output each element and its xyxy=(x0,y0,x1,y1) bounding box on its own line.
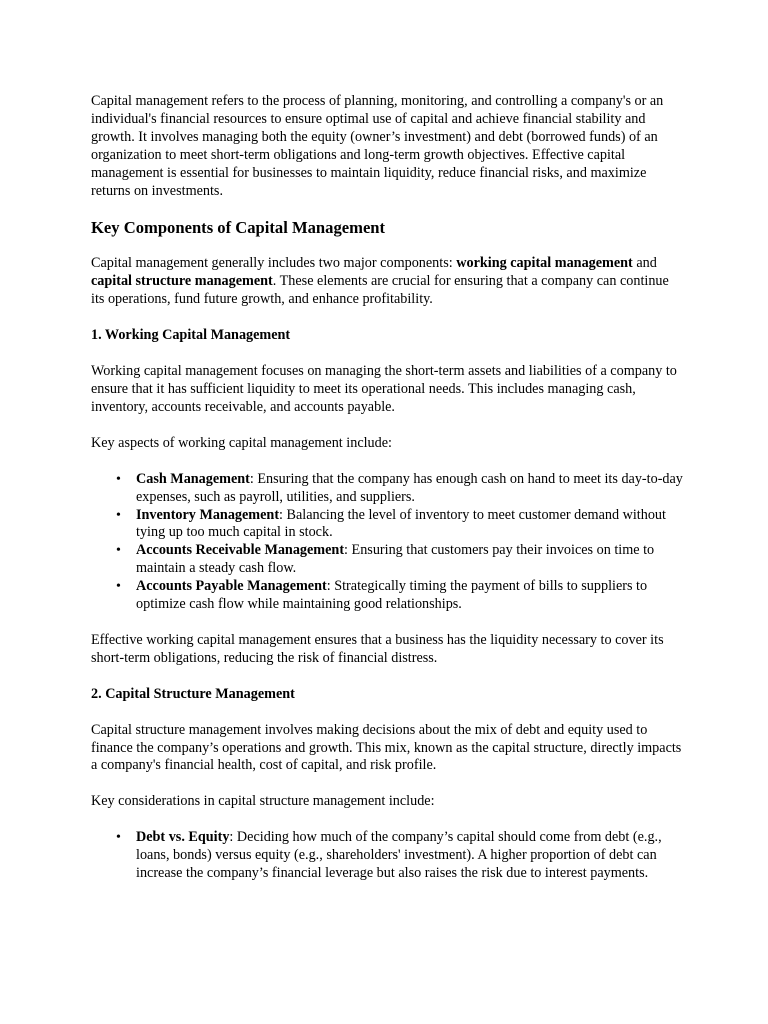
bullet-icon: • xyxy=(116,543,121,559)
list-item-term: Inventory Management xyxy=(136,506,280,523)
section-heading: Key Components of Capital Management xyxy=(91,218,386,238)
list-item-term: Accounts Receivable Management xyxy=(136,542,345,559)
bullet-icon: • xyxy=(116,507,121,523)
components-lead: Capital management generally includes two major components: xyxy=(91,255,457,272)
list-item xyxy=(116,829,685,883)
list-item xyxy=(116,542,685,578)
list-item-term: Accounts Payable Management xyxy=(136,578,327,595)
section2-body: Capital structure management involves making decisions about the mix of debt and equity used to finance the company’s operations and growth. This mix, known as the capital structure, directly impacts a company's financial health, cost of capital, and risk profile. xyxy=(91,721,682,774)
section1-title: 1. Working Capital Management xyxy=(91,327,291,344)
components-mid: and xyxy=(632,255,657,272)
list-item-text: : Strategically timing the payment of bills to suppliers to optimize cash flow while maintaining good relationships. xyxy=(136,578,648,613)
list-item xyxy=(116,470,685,507)
list-item xyxy=(116,578,685,614)
bullet-icon: • xyxy=(116,579,121,595)
list-item-text: : Ensuring that customers pay their invoices on time to maintain a steady cash flow. xyxy=(136,542,655,577)
components-bold-capital-structure: capital structure management xyxy=(91,273,273,290)
components-tail: . These elements are crucial for ensuring that a company can continue its operations, fund future growth, and enhance profitability. xyxy=(91,273,669,308)
document-page xyxy=(91,93,685,901)
section2-title: 2. Capital Structure Management xyxy=(91,685,295,702)
list-item xyxy=(116,506,685,543)
list-item-term: Debt vs. Equity xyxy=(136,829,230,846)
capital-structure-list xyxy=(91,829,685,883)
intro-paragraph: Capital management refers to the process of planning, monitoring, and controlling a company's or an individual's financial resources to ensure optimal use of capital and achieve financial stability and growth. It involves managing both the equity (owner’s investment) and debt (borrowed funds) of an organization to meet short-term obligations and long-term growth objectives. Effective capital management is essential for businesses to maintain liquidity, reduce financial risks, and maximize returns on investments. xyxy=(91,93,664,199)
list-item-text: : Deciding how much of the company’s capital should come from debt (e.g., loans, bonds) versus equity (e.g., shareholders' investment). A higher proportion of debt can increase the company’s financial leverage but also raises the risk due to interest payments. xyxy=(136,829,662,882)
section2-considerations-intro: Key considerations in capital structure management include: xyxy=(91,793,435,810)
list-item-text: : Ensuring that the company has enough cash on hand to meet its day-to-day expenses, such as payroll, utilities, and suppliers. xyxy=(136,470,683,505)
components-paragraph xyxy=(91,255,685,309)
working-capital-list xyxy=(91,471,685,614)
components-bold-working-capital: working capital management xyxy=(456,255,633,272)
bullet-icon: • xyxy=(116,830,121,846)
list-item-term: Cash Management xyxy=(136,470,250,487)
list-item-text: : Balancing the level of inventory to meet customer demand without tying up too much capital in stock. xyxy=(136,506,666,541)
section1-aspects-intro: Key aspects of working capital management include: xyxy=(91,434,392,451)
section1-body: Working capital management focuses on managing the short-term assets and liabilities of a company to ensure that it has sufficient liquidity to meet its operational needs. This includes managing cash, inventory, accounts receivable, and accounts payable. xyxy=(91,363,677,415)
section1-conclusion: Effective working capital management ensures that a business has the liquidity necessary to cover its short-term obligations, reducing the risk of financial distress. xyxy=(91,631,664,666)
bullet-icon: • xyxy=(116,471,121,487)
